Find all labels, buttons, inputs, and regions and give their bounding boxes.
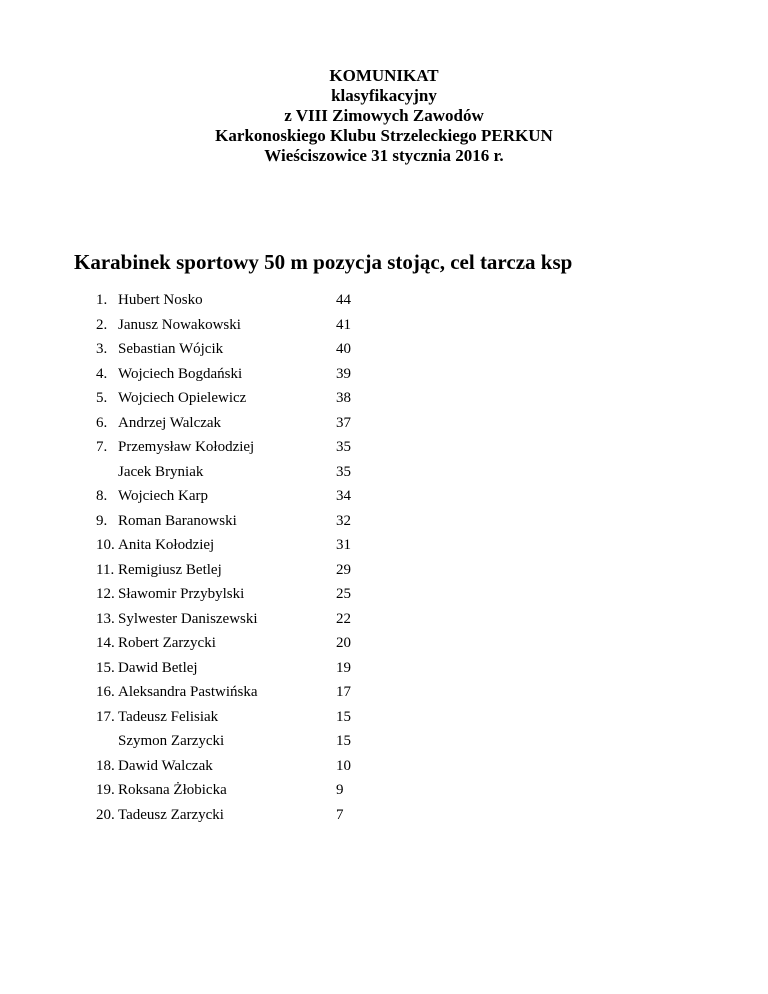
result-name: Sławomir Przybylski	[118, 586, 245, 602]
result-row	[96, 729, 416, 754]
result-name: Wojciech Karp	[118, 488, 208, 504]
result-rank: 4.	[96, 365, 108, 382]
result-score: 20	[336, 635, 351, 651]
header-place-date: Wieściszowice 31 stycznia 2016 r.	[264, 146, 504, 165]
result-name: Dawid Walczak	[118, 757, 213, 774]
result-score: 40	[336, 341, 351, 357]
result-score: 7	[336, 806, 344, 823]
result-row	[96, 778, 416, 803]
result-name: Przemysław Kołodziej	[118, 439, 255, 455]
result-score: 35	[336, 463, 351, 480]
result-name: Tadeusz Felisiak	[118, 708, 219, 725]
result-rank: 17.	[96, 708, 115, 725]
result-row	[96, 386, 416, 411]
result-row	[96, 313, 416, 338]
result-row	[96, 656, 416, 681]
document-header	[0, 66, 768, 166]
result-row	[96, 754, 416, 779]
results-list	[96, 288, 416, 827]
result-rank: 12.	[96, 586, 115, 602]
result-rank: 8.	[96, 488, 108, 504]
result-row	[96, 631, 416, 656]
result-name: Sylwester Daniszewski	[118, 610, 258, 627]
result-name: Remigiusz Betlej	[118, 561, 222, 578]
result-name: Dawid Betlej	[118, 659, 198, 676]
result-score: 15	[336, 708, 351, 725]
result-name: Janusz Nowakowski	[118, 316, 241, 333]
result-rank: 13.	[96, 610, 115, 627]
result-rank: 5.	[96, 390, 108, 406]
result-score: 25	[336, 586, 351, 602]
result-name: Jacek Bryniak	[118, 463, 204, 480]
header-subtitle: klasyfikacyjny	[331, 86, 437, 105]
result-row	[96, 484, 416, 509]
result-name: Wojciech Opielewicz	[118, 390, 247, 406]
result-name: Wojciech Bogdański	[118, 365, 243, 382]
result-score: 15	[336, 733, 351, 749]
result-score: 31	[336, 537, 351, 553]
result-name: Hubert Nosko	[118, 292, 203, 308]
result-name: Roksana Żłobicka	[118, 782, 227, 798]
result-rank: 9.	[96, 512, 108, 529]
result-rank: 20.	[96, 806, 115, 823]
result-name: Andrzej Walczak	[118, 414, 222, 431]
header-title: KOMUNIKAT	[329, 66, 439, 85]
result-score: 29	[336, 561, 351, 578]
result-score: 39	[336, 365, 351, 382]
result-score: 32	[336, 512, 351, 529]
result-row	[96, 705, 416, 730]
result-row	[96, 362, 416, 387]
result-rank: 7.	[96, 439, 108, 455]
result-name: Robert Zarzycki	[118, 635, 216, 651]
result-rank: 16.	[96, 684, 115, 700]
result-rank: 18.	[96, 757, 115, 774]
result-score: 41	[336, 316, 351, 333]
result-name: Aleksandra Pastwińska	[118, 684, 258, 700]
result-rank: 1.	[96, 292, 108, 308]
section-title: Karabinek sportowy 50 m pozycja stojąc, cel tarcza ksp	[74, 250, 573, 274]
result-score: 35	[336, 439, 351, 455]
result-score: 19	[336, 659, 351, 676]
result-score: 34	[336, 488, 351, 504]
result-score: 17	[336, 684, 351, 700]
result-row	[96, 607, 416, 632]
result-score: 22	[336, 610, 351, 627]
result-name: Szymon Zarzycki	[118, 733, 225, 749]
result-row	[96, 803, 416, 828]
result-name: Roman Baranowski	[118, 512, 237, 529]
header-club: Karkonoskiego Klubu Strzeleckiego PERKUN	[215, 126, 553, 145]
result-name: Sebastian Wójcik	[118, 341, 224, 357]
result-row	[96, 680, 416, 705]
result-row	[96, 435, 416, 460]
result-score: 10	[336, 757, 351, 774]
result-score: 9	[336, 782, 344, 798]
result-rank: 19.	[96, 782, 115, 798]
result-rank: 6.	[96, 414, 108, 431]
header-event: z VIII Zimowych Zawodów	[284, 106, 484, 125]
result-name: Tadeusz Zarzycki	[118, 806, 224, 823]
result-row	[96, 337, 416, 362]
result-row	[96, 533, 416, 558]
result-rank: 3.	[96, 341, 108, 357]
result-row	[96, 509, 416, 534]
result-score: 38	[336, 390, 351, 406]
result-rank: 14.	[96, 635, 115, 651]
result-rank: 11.	[96, 561, 115, 578]
result-name: Anita Kołodziej	[118, 537, 215, 553]
result-rank: 2.	[96, 316, 108, 333]
result-score: 44	[336, 292, 351, 308]
result-row	[96, 558, 416, 583]
result-row	[96, 582, 416, 607]
result-row	[96, 288, 416, 313]
result-rank: 10.	[96, 537, 115, 553]
result-rank: 15.	[96, 659, 115, 676]
result-score: 37	[336, 414, 351, 431]
result-row	[96, 460, 416, 485]
result-row	[96, 411, 416, 436]
